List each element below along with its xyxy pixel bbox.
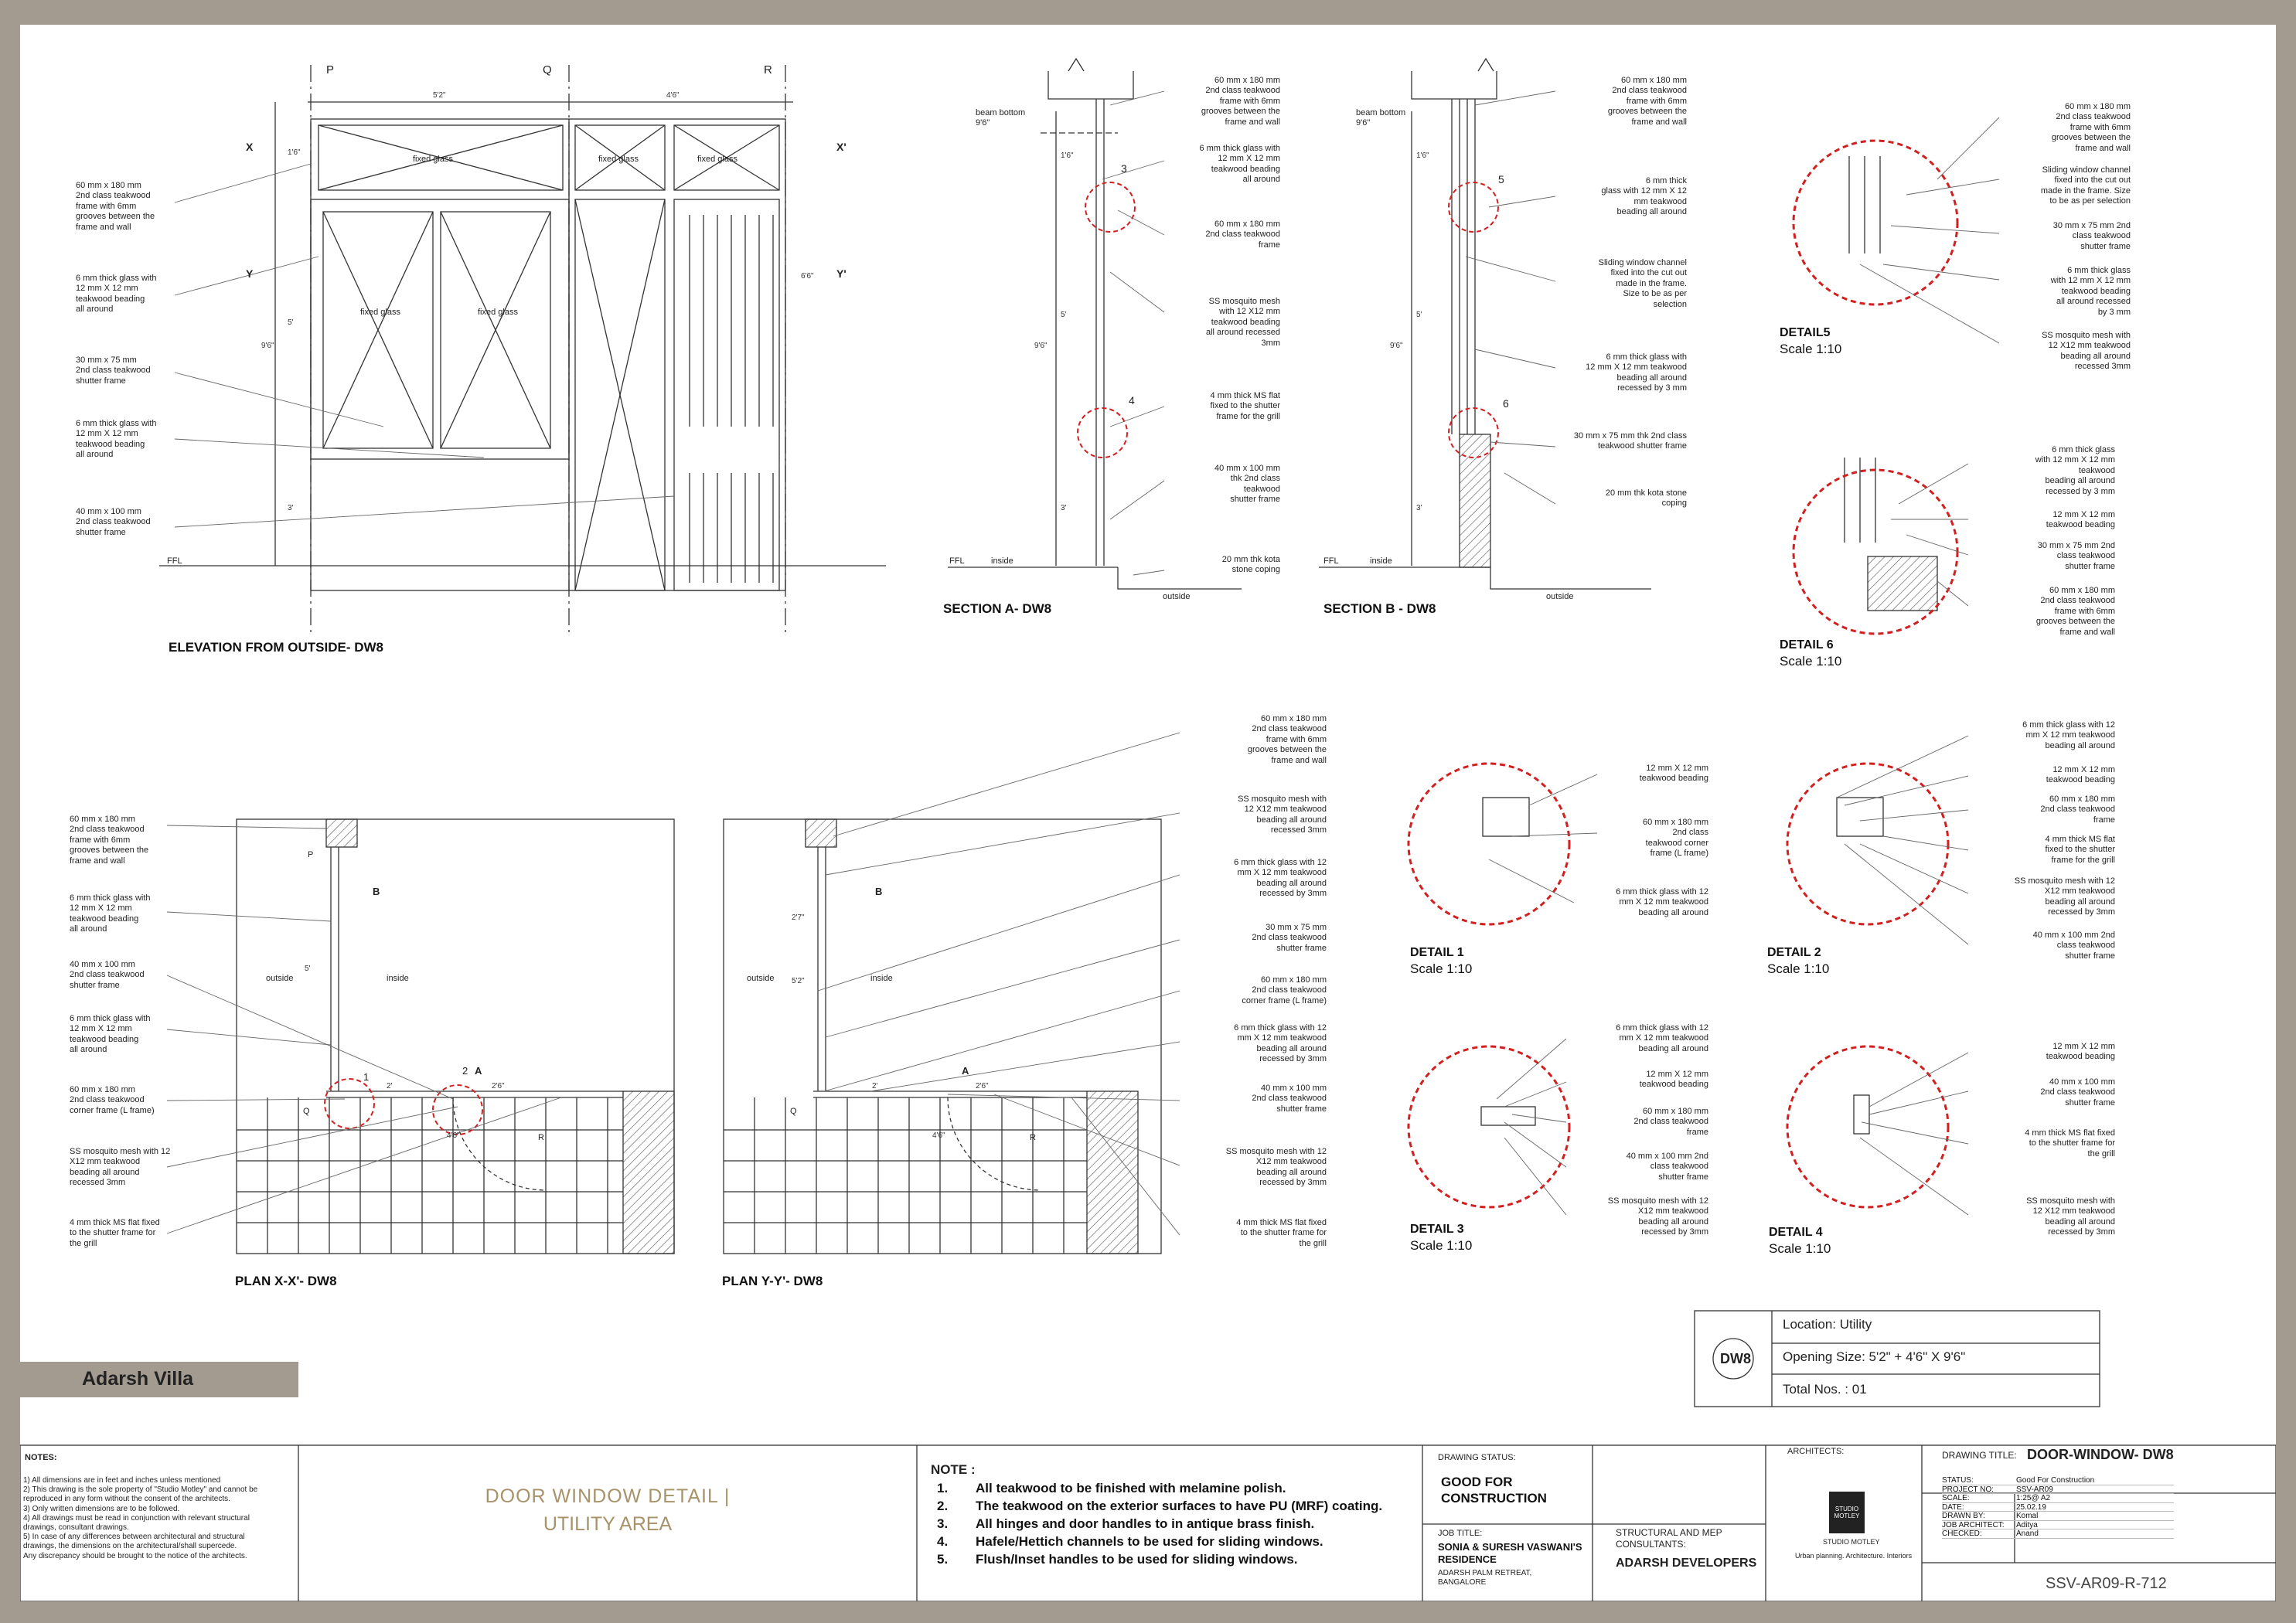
dim-section-a-h3: 3' [1061,504,1067,512]
dim-plan-x: 2' [387,1082,393,1091]
plan-y-note: SS mosquito mesh with 12 X12 mm teakwood beading all around recessed by 3mm [1225,1147,1327,1188]
title-block-row [1942,1485,2174,1495]
grid-label-q: Q [790,1107,797,1116]
dim-section-a-h1: 1'6" [1061,151,1074,160]
detail1-title: DETAIL 1 [1410,946,1464,959]
dim-plan-x: 2'6" [492,1082,505,1091]
title-block-key: DRAWN BY: [1942,1512,1985,1520]
dim-elev-h3: 3' [288,504,294,512]
section-marker-x-prime: X' [836,141,847,153]
dim-section-b-h2: 5' [1416,311,1422,319]
detail3-note: SS mosquito mesh with 12 X12 mm teakwood beading all around recessed by 3mm [1607,1196,1708,1237]
detail6-note: 60 mm x 180 mm 2nd class teakwood frame with 6mm grooves between the frame and wall [2035,586,2115,637]
callout-4: 4 [1129,394,1135,407]
job-title-value: SONIA & SURESH VASWANI'S RESIDENCE [1438,1541,1582,1565]
section-b-note: Sliding window channel fixed into the cut out made in the frame. Size to be as per selection [1598,258,1687,309]
notes-item: 3) Only written dimensions are to be followed. [23,1504,180,1513]
dim-elev-top-right: 4'6" [666,91,680,100]
plan-y-note: 40 mm x 100 mm 2nd class teakwood shutter frame [1252,1084,1327,1114]
title-block-value: Aditya [2016,1520,2038,1529]
section-b-note: 20 mm thk kota stone coping [1605,488,1687,509]
title-block-row [1942,1494,2174,1503]
dim-section-b-total: 9'6" [1390,342,1403,350]
elevation-note: 6 mm thick glass with 12 mm X 12 mm teakwood beading all around [76,419,157,460]
fixed-glass-label: fixed glass [697,155,738,164]
location: Location: Utility [1783,1317,1872,1332]
door-window-tag: DW8 [1720,1351,1751,1366]
title-block-key: JOB ARCHITECT: [1942,1520,2005,1529]
section-b-note: 6 mm thick glass with 12 mm X 12 mm teakwood beading all around recessed by 3 mm [1586,352,1687,393]
notes-item: 4) All drawings must be read in conjunction with relevant structural drawings, consultant drawings. [23,1513,250,1532]
plan-y-note: SS mosquito mesh with 12 X12 mm teakwood beading all around recessed 3mm [1238,794,1327,835]
grid-label-r: R [1030,1133,1036,1142]
detail6-scale: Scale 1:10 [1780,654,1842,669]
section-a-note: SS mosquito mesh with 12 X12 mm teakwood beading all around recessed 3mm [1205,297,1280,348]
plan-y-title: PLAN Y-Y'- DW8 [722,1274,823,1288]
fixed-glass-label: fixed glass [360,308,400,317]
fixed-glass-label: fixed glass [598,155,639,164]
section-b-note: 6 mm thick glass with 12 mm X 12 mm teakwood beading all around [1601,176,1687,217]
beam-bottom-label: beam bottom 9'6" [1356,108,1406,128]
plan-x-note: 60 mm x 180 mm 2nd class teakwood corner frame (L frame) [70,1085,155,1115]
detail5-scale: Scale 1:10 [1780,342,1842,356]
title-block-value: 25.02.19 [2016,1502,2046,1512]
title-block-row [1942,1503,2174,1512]
detail2-note: 4 mm thick MS flat fixed to the shutter frame for the grill [2045,835,2115,865]
architects-label: ARCHITECTS: [1787,1447,1845,1456]
detail1-note: 12 mm X 12 mm teakwood beading [1639,764,1708,784]
note-list [937,1481,1416,1570]
ffl-label: FFL [1323,556,1339,566]
title-block-value: 1:25@ A2 [2016,1494,2051,1502]
dim-plan-y: 2'6" [976,1082,989,1091]
sheet-title-line2: UTILITY AREA [543,1513,673,1535]
grid-label-r: R [764,63,772,77]
note-heading: NOTE : [931,1462,976,1477]
section-marker-x: X [246,141,254,153]
plan-y-note: 6 mm thick glass with 12 mm X 12 mm teakwood beading all around recessed by 3mm [1234,858,1327,899]
section-marker-a: A [475,1065,482,1077]
outside-label: outside [1546,592,1574,601]
title-block-row [1942,1529,2174,1539]
detail3-note: 40 mm x 100 mm 2nd class teakwood shutter frame [1626,1152,1708,1182]
studio-logo: STUDIO MOTLEY [1829,1492,1865,1533]
plan-x-note: 6 mm thick glass with 12 mm X 12 mm teakwood beading all around [70,893,151,934]
grid-label-r: R [538,1133,544,1142]
detail3-note: 6 mm thick glass with 12 mm X 12 mm teakwood beading all around [1616,1023,1708,1053]
elevation-note: 60 mm x 180 mm 2nd class teakwood frame with 6mm grooves between the frame and wall [76,181,155,232]
grid-label-q: Q [543,63,552,77]
title-block-key: STATUS: [1942,1476,1974,1485]
total-nos: Total Nos. : 01 [1783,1382,1867,1397]
callout-6: 6 [1503,397,1509,410]
title-block-value: SSV-AR09 [2016,1485,2053,1494]
dim-section-b-h3: 3' [1416,504,1422,512]
callout-1: 1 [363,1071,370,1083]
plan-x-note: 6 mm thick glass with 12 mm X 12 mm teakwood beading all around [70,1014,151,1055]
detail5-note: 30 mm x 75 mm 2nd class teakwood shutter frame [2052,221,2131,251]
drawing-sheet [20,25,2276,1601]
section-a-note: 6 mm thick glass with 12 mm X 12 mm teakwood beading all around [1199,144,1280,185]
elevation-title: ELEVATION FROM OUTSIDE- DW8 [169,640,383,655]
plan-x-note: SS mosquito mesh with 12 X12 mm teakwood beading all around recessed 3mm [70,1147,171,1188]
section-a-note: 60 mm x 180 mm 2nd class teakwood frame [1205,219,1280,250]
notes-heading: NOTES: [25,1453,57,1462]
plan-x-title: PLAN X-X'- DW8 [235,1274,337,1288]
notes-item: 1) All dimensions are in feet and inches unless mentioned [23,1476,221,1485]
elevation-note: 40 mm x 100 mm 2nd class teakwood shutter frame [76,507,151,537]
title-block-key: PROJECT NO: [1942,1485,1995,1494]
drawing-status-value: GOOD FOR CONSTRUCTION [1441,1475,1547,1506]
title-block-row [1942,1476,2174,1485]
dim-section-a-h2: 5' [1061,311,1067,319]
detail3-note: 60 mm x 180 mm 2nd class teakwood frame [1633,1107,1708,1137]
detail4-title: DETAIL 4 [1769,1226,1823,1239]
section-b-title: SECTION B - DW8 [1323,601,1436,616]
callout-5: 5 [1498,173,1504,185]
detail2-title: DETAIL 2 [1767,946,1821,959]
outside-label: outside [747,974,775,983]
dim-section-b-h1: 1'6" [1416,151,1429,160]
title-block-row [1942,1512,2174,1521]
detail2-note: 40 mm x 100 mm 2nd class teakwood shutter frame [2032,931,2115,961]
detail4-scale: Scale 1:10 [1769,1241,1831,1256]
plan-y-note: 60 mm x 180 mm 2nd class teakwood corner frame (L frame) [1242,975,1327,1005]
consultants-value: ADARSH DEVELOPERS [1616,1557,1757,1570]
title-block-value: Good For Construction [2016,1476,2095,1485]
detail3-scale: Scale 1:10 [1410,1238,1473,1253]
dim-plan-y: 2'7" [792,914,805,922]
detail5-note: Sliding window channel fixed into the cut out made in the frame. Size to be as per selection [2040,165,2131,206]
drawing-title-label: DRAWING TITLE: [1942,1450,2017,1461]
note-item: 4. Hafele/Hettich channels to be used for sliding windows. [937,1534,1323,1549]
title-block-key: SCALE: [1942,1494,1970,1502]
dim-elev-total: 9'6" [261,342,274,350]
section-a-note: 60 mm x 180 mm 2nd class teakwood frame with 6mm grooves between the frame and wall [1201,76,1280,127]
detail6-note: 12 mm X 12 mm teakwood beading [2046,510,2115,530]
notes-item: 2) This drawing is the sole property of "Studio Motley" and cannot be reproduced in any form without the consent of the architects. [23,1485,258,1504]
detail4-note: SS mosquito mesh with 12 X12 mm teakwood beading all around recessed by 3mm [2026,1196,2115,1237]
detail2-note: 12 mm X 12 mm teakwood beading [2046,765,2115,785]
section-marker-y: Y [246,267,254,280]
dim-plan-x: 4'6" [447,1131,460,1140]
title-block-rows [1942,1476,2174,1539]
inside-label: inside [1370,556,1392,566]
dim-elev-h1: 1'6" [288,148,301,157]
detail5-note: SS mosquito mesh with 12 X12 mm teakwood beading all around recessed 3mm [2042,331,2131,372]
dim-plan-y: 2' [872,1082,878,1091]
elevation-note: 6 mm thick glass with 12 mm X 12 mm teakwood beading all around [76,274,157,315]
detail2-note: 6 mm thick glass with 12 mm X 12 mm teakwood beading all around [2022,720,2115,750]
title-block-key: DATE: [1942,1502,1964,1512]
detail5-title: DETAIL5 [1780,326,1831,339]
fixed-glass-label: fixed glass [478,308,518,317]
detail5-note: 60 mm x 180 mm 2nd class teakwood frame with 6mm grooves between the frame and wall [2051,102,2131,153]
consultants-label: STRUCTURAL AND MEP CONSULTANTS: [1616,1527,1722,1550]
grid-label-p: P [308,850,314,859]
architects-tagline: Urban planning. Architecture. Interiors [1795,1552,1913,1560]
detail5-note: 6 mm thick glass with 12 mm X 12 mm teakwood beading all around recessed by 3 mm [2050,266,2131,317]
detail2-note: 60 mm x 180 mm 2nd class teakwood frame [2040,794,2115,825]
plan-x-note: 60 mm x 180 mm 2nd class teakwood frame with 6mm grooves between the frame and wall [70,815,149,866]
section-marker-y-prime: Y' [836,267,847,280]
dim-plan-y: 5'2" [792,977,805,985]
dim-plan-y: 4'6" [932,1131,945,1140]
detail2-note: SS mosquito mesh with 12 X12 mm teakwood beading all around recessed by 3mm [2014,876,2115,917]
dim-elev-right-total: 6'6" [801,272,814,281]
drawing-linework [20,25,2276,1601]
sheet-title-line1: DOOR WINDOW DETAIL | [485,1485,731,1507]
detail4-note: 12 mm X 12 mm teakwood beading [2046,1042,2115,1062]
detail2-scale: Scale 1:10 [1767,961,1830,976]
job-address: ADARSH PALM RETREAT, BANGALORE [1438,1569,1532,1587]
detail6-title: DETAIL 6 [1780,638,1834,652]
section-b-note: 30 mm x 75 mm thk 2nd class teakwood shutter frame [1573,431,1687,451]
plan-y-note: 6 mm thick glass with 12 mm X 12 mm teakwood beading all around recessed by 3mm [1234,1023,1327,1064]
drawing-status-label: DRAWING STATUS: [1438,1453,1516,1462]
title-block-value: Anand [2016,1529,2039,1538]
inside-label: inside [870,974,893,983]
detail4-note: 4 mm thick MS flat fixed to the shutter frame for the grill [2025,1128,2115,1159]
note-item: 5. Flush/Inset handles to be used for sliding windows. [937,1552,1298,1567]
section-a-note: 20 mm thk kota stone coping [1221,555,1280,575]
fixed-glass-label: fixed glass [413,155,453,164]
dim-plan-x: 5' [305,965,311,973]
section-marker-b: B [875,886,883,897]
job-title-label: JOB TITLE: [1438,1529,1483,1538]
grid-label-p: P [326,63,335,77]
note-item: 2. The teakwood on the exterior surfaces to have PU (MRF) coating. [937,1499,1383,1513]
plan-x-note: 40 mm x 100 mm 2nd class teakwood shutter frame [70,960,145,990]
beam-bottom-label: beam bottom 9'6" [976,108,1026,128]
grid-label-q: Q [303,1107,310,1116]
inside-label: inside [387,974,409,983]
ffl-label: FFL [949,556,965,566]
drawing-title-value: DOOR-WINDOW- DW8 [2027,1447,2174,1462]
dim-elev-top-left: 5'2" [433,91,446,100]
section-a-note: 40 mm x 100 mm thk 2nd class teakwood shutter frame [1214,464,1280,505]
notes-list [23,1476,295,1561]
section-a-note: 4 mm thick MS flat fixed to the shutter frame for the grill [1210,391,1280,421]
outside-label: outside [1163,592,1191,601]
outside-label: outside [266,974,294,983]
detail1-note: 60 mm x 180 mm 2nd class teakwood corner frame (L frame) [1643,818,1708,859]
note-item: 3. All hinges and door handles to in antique brass finish. [937,1516,1315,1531]
callout-3: 3 [1121,162,1127,175]
architects-name: STUDIO MOTLEY [1823,1538,1880,1546]
detail1-scale: Scale 1:10 [1410,961,1473,976]
plan-y-note: 30 mm x 75 mm 2nd class teakwood shutter frame [1252,923,1327,953]
section-a-title: SECTION A- DW8 [943,601,1052,616]
title-block-row [1942,1521,2174,1530]
detail6-note: 6 mm thick glass with 12 mm X 12 mm teakwood beading all around recessed by 3 mm [2035,445,2115,496]
note-item: 1. All teakwood to be finished with melamine polish. [937,1481,1286,1495]
callout-2: 2 [462,1065,468,1077]
section-marker-a: A [962,1065,969,1077]
title-block-key: CHECKED: [1942,1529,1982,1538]
section-b-note: 60 mm x 180 mm 2nd class teakwood frame with 6mm grooves between the frame and wall [1607,76,1687,127]
elevation-note: 30 mm x 75 mm 2nd class teakwood shutter frame [76,356,151,386]
dim-elev-h2: 5' [288,318,294,327]
detail4-note: 40 mm x 100 mm 2nd class teakwood shutter frame [2040,1077,2115,1108]
opening-size: Opening Size: 5'2" + 4'6" X 9'6" [1783,1349,1966,1364]
plan-x-note: 4 mm thick MS flat fixed to the shutter frame for the grill [70,1218,160,1248]
project-name-banner: Adarsh Villa [20,1362,298,1397]
plan-y-note: 4 mm thick MS flat fixed to the shutter frame for the grill [1236,1218,1327,1248]
detail3-note: 12 mm X 12 mm teakwood beading [1639,1070,1708,1090]
ffl-label: FFL [167,556,182,566]
detail6-note: 30 mm x 75 mm 2nd class teakwood shutter frame [2037,541,2115,571]
inside-label: inside [991,556,1013,566]
drawing-number: SSV-AR09-R-712 [2046,1575,2167,1592]
title-block-value: Komal [2016,1512,2039,1520]
section-marker-b: B [373,886,380,897]
detail1-note: 6 mm thick glass with 12 mm X 12 mm teakwood beading all around [1616,887,1708,917]
dim-section-a-total: 9'6" [1034,342,1048,350]
detail3-title: DETAIL 3 [1410,1223,1464,1236]
notes-item: 5) In case of any differences between architectural and structural drawings, the dimensions on the architectural/shall supercede. Any discrepancy should be brought to the notice of the architects. [23,1533,247,1560]
plan-y-note: 60 mm x 180 mm 2nd class teakwood frame with 6mm grooves between the frame and wall [1247,714,1327,765]
